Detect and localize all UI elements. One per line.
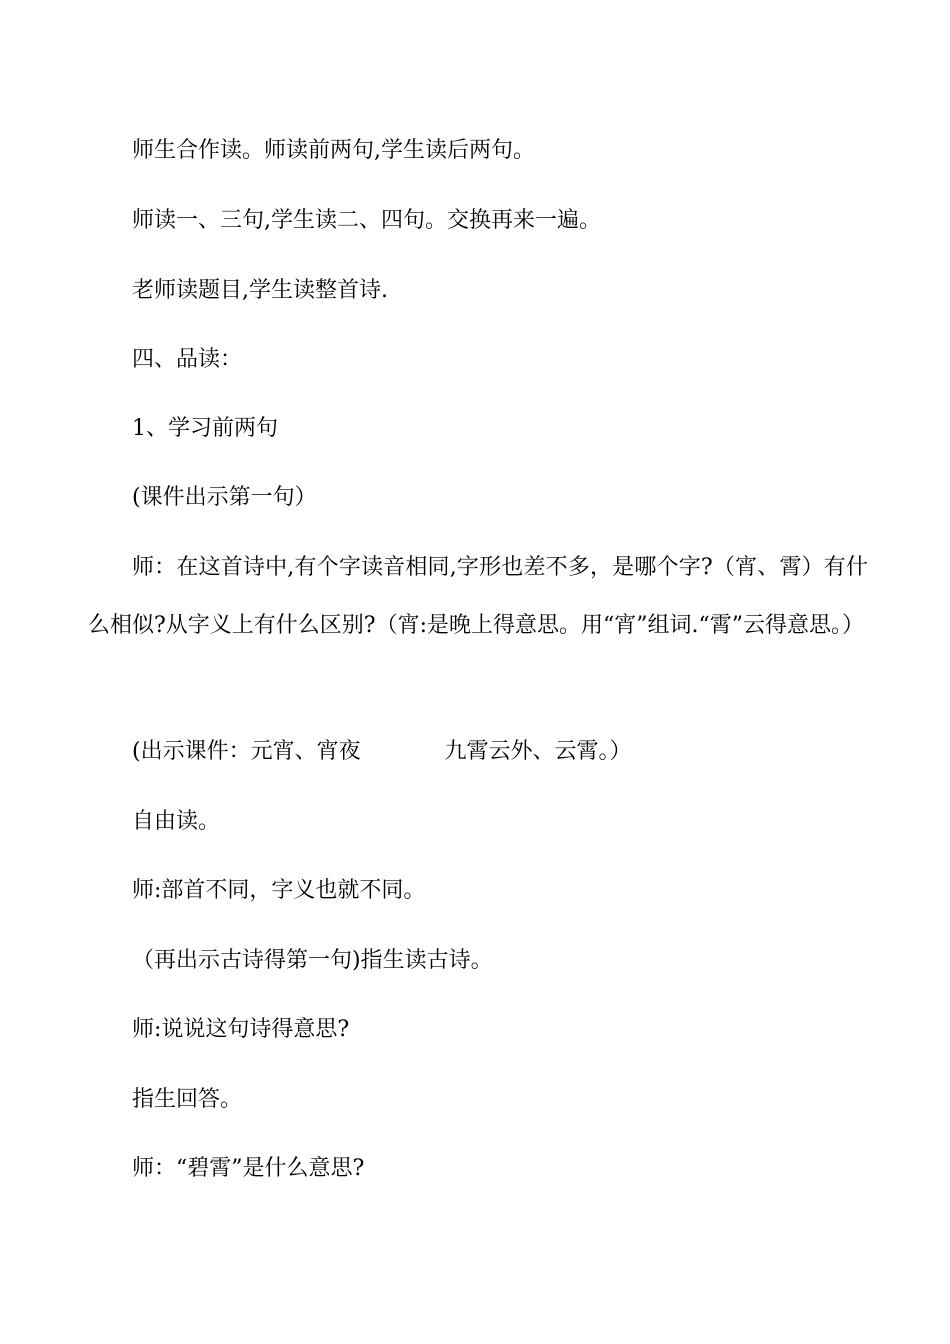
paragraph: (出示课件：元宵、宵夜 九霄云外、云霄。） bbox=[132, 739, 632, 764]
paragraph: 师:部首不同，字义也就不同。 bbox=[132, 878, 426, 903]
paragraph: （再出示古诗得第一句)指生读古诗。 bbox=[132, 948, 493, 973]
paragraph: 自由读。 bbox=[132, 809, 221, 834]
paragraph: 指生回答。 bbox=[132, 1087, 243, 1112]
paragraph: 老师读题目,学生读整首诗. bbox=[132, 278, 388, 303]
paragraph: 师：在这首诗中,有个字读音相同,字形也差不多，是哪个字?（宵、霄）有什么相似?从字义上有什么区别?（宵:是晚上得意思。用“宵”组词.“霄”云得意思。） bbox=[88, 555, 868, 638]
section-heading: 四、品读： bbox=[132, 347, 243, 372]
paragraph: 师：“碧霄”是什么意思? bbox=[132, 1156, 365, 1181]
paragraph: (课件出示第一句） bbox=[132, 485, 317, 510]
subsection-heading: 1、学习前两句 bbox=[132, 416, 278, 441]
paragraph: 师读一、三句,学生读二、四句。交换再来一遍。 bbox=[132, 208, 601, 233]
paragraph: 师:说说这句诗得意思? bbox=[132, 1017, 350, 1042]
paragraph: 师生合作读。师读前两句,学生读后两句。 bbox=[132, 138, 535, 163]
